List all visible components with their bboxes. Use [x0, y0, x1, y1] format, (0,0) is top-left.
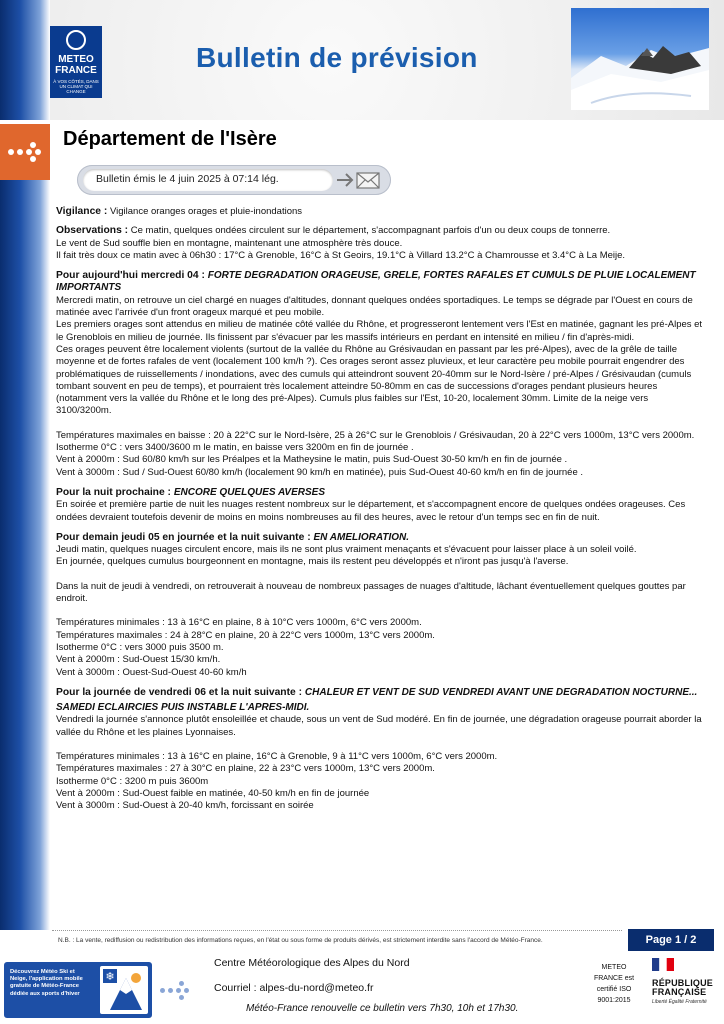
friday-wind2000: Vent à 2000m : Sud-Ouest faible en matinée, 40-50 km/h en fin de journée — [56, 787, 370, 799]
page-indicator: Page 1 / 2 — [628, 929, 714, 951]
header-blue-band — [0, 0, 50, 120]
mountain-illustration — [571, 8, 709, 110]
friday-summary1: CHALEUR ET VENT DE SUD VENDREDI AVANT UNE DEGRADATION NOCTURNE... — [304, 686, 698, 698]
tomorrow-wind3000: Vent à 3000m : Ouest-Sud-Ouest 40-60 km/h — [56, 666, 247, 678]
observations-line3: Il fait très doux ce matin avec à 06h30 : 17°C à Grenoble, 16°C à St Geoirs, 19.1°C à Villard 13.2°C à Chamrousse et 3.4°C à La Meije. — [56, 249, 626, 261]
friday-tmin: Températures minimales : 13 à 16°C en plaine, 16°C à Grenoble, 9 à 11°C vers 1000m, 6°C vers 2000m. — [56, 750, 498, 762]
contact-email[interactable]: Courriel : alpes-du-nord@meteo.fr — [214, 982, 374, 994]
logo-line2: FRANCE — [55, 65, 97, 76]
vigilance-line — [56, 206, 704, 218]
arrow-right-icon[interactable] — [337, 174, 352, 186]
tonight-p1: En soirée et première partie de nuit les nuages restent nombreux sur le département, et s'accompagnent encore de quelques ondées orageuses. Ces ondées devraient toutefois devenir de moins en moins nombreuses au fil des heures, avec le retour d'un temps sec en fin de nuit. — [56, 499, 686, 523]
friday-iso: Isotherme 0°C : 3200 m puis 3600m — [56, 775, 209, 787]
vigilance-label: Vigilance : — [56, 206, 108, 217]
snowflake-icon — [100, 966, 148, 1014]
issued-field — [83, 169, 333, 191]
friday-p1: Vendredi la journée s'annonce plutôt ensoleillée et chaude, sous un vent de Sud modéré. En fin de journée, une dégradation orageuse pourrait aborder la vallée du Rhône et les plaines Lyonnaises. — [56, 714, 702, 738]
issued-bar — [77, 165, 391, 195]
rf-line1: RÉPUBLIQUE — [652, 978, 714, 988]
friday-wind3000: Vent à 3000m : Sud-Ouest à 20-40 km/h, forcissant en soirée — [56, 800, 314, 812]
tomorrow-heading-label: Pour demain jeudi 05 en journée et la nuit suivante : — [56, 531, 314, 543]
observations-line1 — [56, 225, 704, 237]
logo-tagline: À VOS CÔTÉS, DANS UN CLIMAT QUI CHANGE — [53, 79, 99, 94]
today-iso: Isotherme 0°C : vers 3400/3600 m le matin, en baisse vers 3200m en fin de journée . — [56, 442, 414, 454]
tomorrow-wind2000: Vent à 2000m : Sud-Ouest 15/30 km/h. — [56, 654, 221, 666]
observations-label: Observations : — [56, 225, 129, 237]
tomorrow-summary: EN AMELIORATION. — [313, 531, 410, 543]
logo-line1: METEO — [58, 54, 94, 65]
tomorrow-p1: Jeudi matin, quelques nuages circulent encore, mais ils ne sont plus vraiment menaçants et s'évacuent pour laisser place à un soleil voilé. — [56, 544, 637, 556]
pill-icons — [335, 169, 387, 191]
logo-mark-icon — [66, 30, 86, 50]
iso-certification: METEO FRANCE est certifié ISO 9001:2015 — [593, 964, 635, 1004]
footer-divider — [52, 930, 622, 931]
today-heading-label: Pour aujourd'hui mercredi 04 : — [56, 270, 208, 282]
envelope-icon[interactable] — [357, 173, 379, 188]
today-heading — [56, 270, 704, 295]
republique-francaise-logo — [652, 958, 718, 1006]
observations-text1: Ce matin, quelques ondées circulent sur le département, s'accompagnant parfois d'un ou deux coups de tonnerre. — [128, 225, 611, 237]
tonight-heading — [56, 487, 704, 499]
tomorrow-tmax: Températures maximales : 24 à 28°C en plaine, 20 à 22°C vers 1000m, 13°C vers 2000m. — [56, 629, 435, 641]
today-p2: Les premiers orages sont attendus en milieu de matinée côté vallée du Rhône, et progresseront lentement vers l'Est en matinée, gagnant les pré-Alpes et le Grenoblois en milieu de journée. Ils finissent par s'évacuer par les massifs intérieurs en perdant en intensité en milieu / fin d'après-midi. — [56, 319, 703, 343]
friday-tmax: Températures maximales : 27 à 30°C en plaine, 22 à 23°C vers 1000m, 13°C vers 2000m. — [56, 763, 435, 775]
tomorrow-p3: Dans la nuit de jeudi à vendredi, on retrouverait à nouveau de nombreux passages de nuages d'altitude, lâchant éventuellement quelques gouttes par endroit. — [56, 580, 686, 605]
renewal-note: Météo-France renouvelle ce bulletin vers 7h30, 10h et 17h30. — [246, 1003, 519, 1014]
today-summary: FORTE DEGRADATION ORAGEUSE, GRELE, FORTES RAFALES ET CUMULS DE PLUIE LOCALEMENT IMPORTANTS — [56, 270, 696, 294]
meteo-france-logo — [50, 26, 102, 98]
today-wind2000: Vent à 2000m : Sud 60/80 km/h sur les Préalpes et la Matheysine le matin, puis Sud-Ouest 30-50 km/h en fin de journée . — [56, 454, 568, 466]
observations-line2: Le vent de Sud souffle bien en montagne, maintenant une atmosphère très douce. — [56, 237, 403, 249]
tomorrow-heading — [56, 532, 704, 544]
page-title: Bulletin de prévision — [196, 42, 478, 73]
tonight-heading-label: Pour la nuit prochaine : — [56, 486, 174, 498]
center-name: Centre Météorologique des Alpes du Nord — [214, 957, 410, 969]
tomorrow-tmin: Températures minimales : 13 à 16°C en plaine, 8 à 10°C vers 1000m, 6°C vers 2000m. — [56, 617, 422, 629]
friday-heading-label: Pour la journée de vendredi 06 et la nuit suivante : — [56, 686, 305, 698]
footer-nb: N.B. : La vente, rediffusion ou redistribution des informations reçues, en l'état ou sous forme de produits dérivés, est strictement interdite sans l'accord de Météo-France. — [58, 937, 543, 944]
bulletin-content — [56, 206, 704, 812]
promo-text: Découvrez Météo Ski et Neige, l'application mobile gratuite de Météo-France dédiée aux sports d'hiver — [10, 969, 83, 997]
rf-motto: Liberté Égalité Fraternité — [652, 999, 707, 1005]
svg-text:❄: ❄ — [105, 970, 115, 983]
mountain-photo — [571, 8, 709, 110]
tonight-summary: ENCORE QUELQUES AVERSES — [173, 486, 325, 498]
french-flag-icon — [652, 958, 674, 971]
vigilance-text: Vigilance oranges orages et pluie-inondations — [107, 206, 303, 217]
rf-line2: FRANÇAISE — [652, 987, 707, 997]
today-p1: Mercredi matin, on retrouve un ciel chargé en nuages d'altitudes, donnant quelques ondées sportadiques. Le temps se dégrade par l'Ouest en cours de matinée avec l'arrivée d'un front orageux marqué et peu mobile. — [56, 294, 693, 319]
tomorrow-iso: Isotherme 0°C : vers 3000 puis 3500 m. — [56, 641, 224, 653]
today-p3: Ces orages peuvent être localement violents (surtout de la vallée du Rhône au Grésivaudan en passant par les pré-Alpes), avec de la grêle de taille moyenne et de fortes rafales de vent (localement 100 km/h ?). Ces orages seront assez pluvieux, et leur caractère peu mobile pourrait engendrer des problématiques de ruissellements / inondations, avec des cumuls qui atteindront souvent 20-40mm sur le Nord-Isère / pré-Alpes / Grésivaudan (cumuls tombant souvent en peu de temps), et pourraient très localement atteindre 50-80mm en cas de successions d'orages pendant plusieurs heures (notamment vers la vallée du Rhône et le long des pré-Alpes). Cumuls plus faibles sur l'Est, 10-20, localement 30mm. Limite de la neige vers 3100/3200m. — [56, 343, 692, 417]
left-blue-band — [0, 180, 50, 930]
issued-text: Bulletin émis le 4 juin 2025 à 07:14 lég. — [96, 173, 279, 185]
friday-heading — [56, 687, 704, 699]
tomorrow-p2: En journée, quelques cumulus bourgeonnent en montagne, mais ils restent peu développés et n'iront pas jusqu'à l'averse. — [56, 556, 569, 568]
department-title: Département de l'Isère — [63, 128, 277, 150]
today-tmax: Températures maximales en baisse : 20 à 22°C sur le Nord-Isère, 25 à 26°C sur le Grenoblois / Grésivaudan, 20 à 22°C vers 1000m, 13°C vers 2000m. — [56, 429, 695, 441]
friday-summary2: SAMEDI ECLAIRCIES PUIS INSTABLE L'APRES-MIDI. — [56, 702, 310, 714]
section-arrow-icon — [0, 124, 50, 180]
today-wind3000: Vent à 3000m : Sud / Sud-Ouest 60/80 km/h (localement 90 km/h en matinée), puis Sud-Ouest 40-60 km/h en fin de journée . — [56, 466, 584, 478]
ski-app-promo[interactable] — [4, 962, 152, 1018]
